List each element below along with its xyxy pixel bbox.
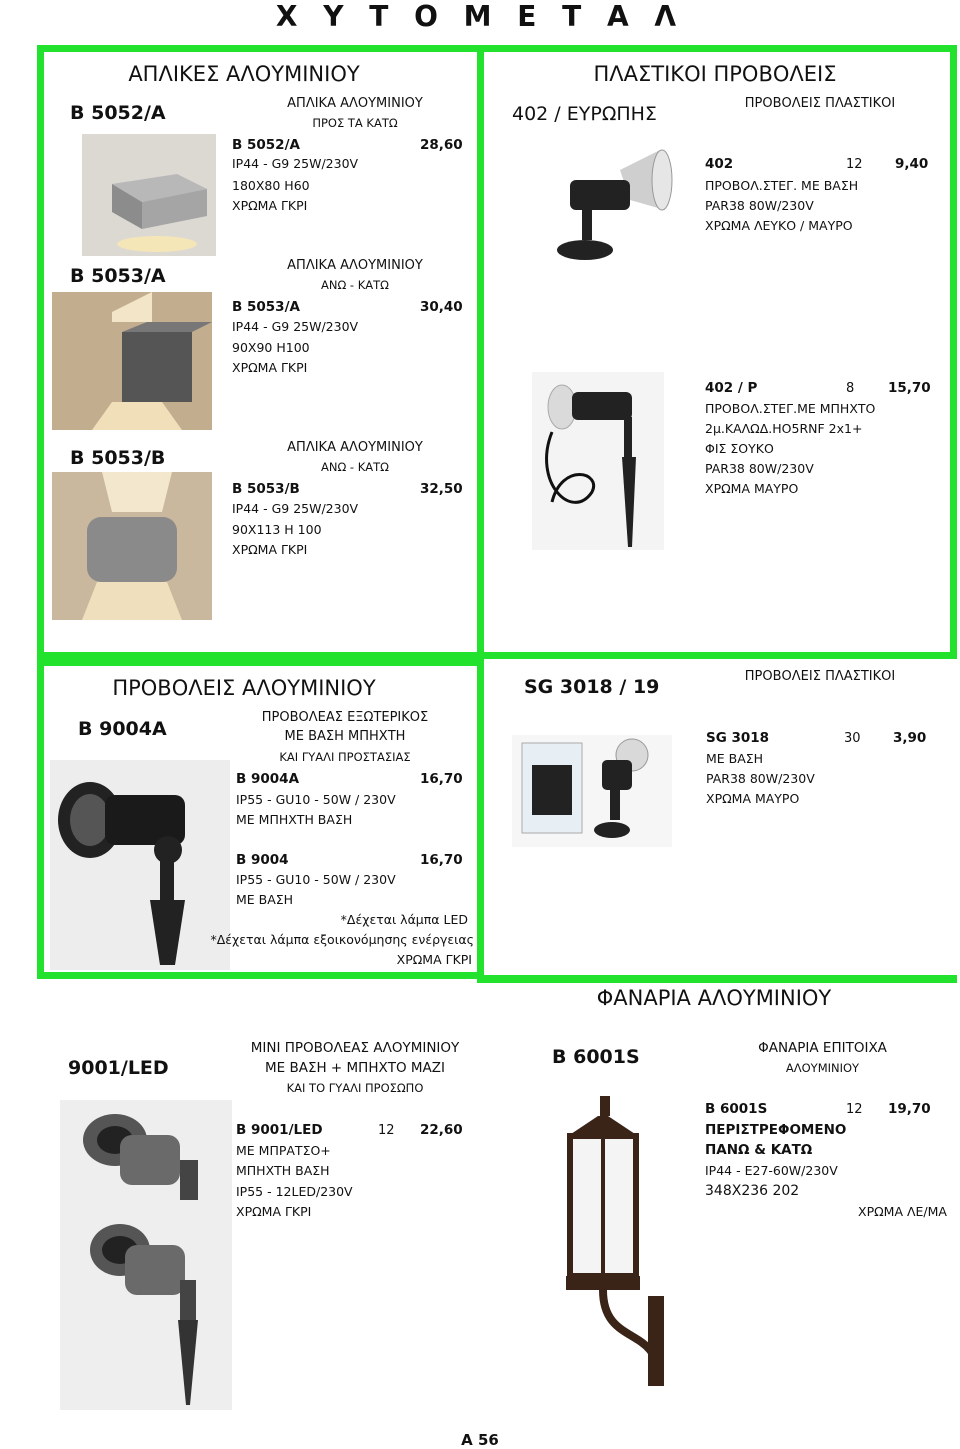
product-spec: PAR38 80W/230V — [705, 461, 814, 476]
product-model: SG 3018 — [706, 730, 770, 746]
product-model: B 5053/B — [232, 481, 300, 497]
product-photo-floodlight — [540, 140, 680, 270]
product-color: ΧΡΩΜΑ ΓΚΡΙ — [236, 1204, 312, 1219]
product-code: B 5053/B — [70, 447, 166, 469]
page-number: A 56 — [461, 1431, 499, 1449]
product-model: B 9004A — [236, 771, 300, 787]
product-price: 22,60 — [420, 1122, 463, 1138]
product-model: 402 — [705, 156, 734, 172]
product-photo-mini-floodlight — [60, 1100, 232, 1410]
product-desc: ΜΕ ΒΑΣΗ ΜΠΗΧΤΗ — [284, 729, 406, 744]
product-color: ΧΡΩΜΑ ΓΚΡΙ — [232, 542, 308, 557]
product-photo-wall-lantern — [548, 1096, 668, 1396]
product-spec: PAR38 80W/230V — [705, 198, 814, 213]
product-desc: ΠΡΟΣ ΤΑ ΚΑΤΩ — [312, 116, 398, 130]
product-desc: ΜΕ ΒΑΣΗ + ΜΠΗΧΤΟ ΜΑΖΙ — [264, 1060, 445, 1076]
section-header-plastic-floodlights: ΠΛΑΣΤΙΚΟΙ ΠΡΟΒΟΛΕΙΣ — [593, 62, 837, 86]
product-dims: 180X80 H60 — [232, 178, 310, 193]
product-desc: ΜΕ ΜΠΡΑΤΣΟ+ — [236, 1143, 331, 1158]
product-dims: 90X113 H 100 — [232, 522, 322, 537]
product-desc: ΚΑΙ ΓΥΑΛΙ ΠΡΟΣΤΑΣΙΑΣ — [279, 750, 411, 764]
product-photo-floodlight-spike — [532, 372, 664, 550]
product-color: ΧΡΩΜΑ ΓΚΡΙ — [232, 198, 308, 213]
product-note: *Δέχεται λάμπα LED — [340, 912, 468, 927]
product-spec: IP55 - GU10 - 50W / 230V — [236, 792, 396, 807]
product-model: B 5053/A — [232, 299, 300, 315]
product-desc: ΠΡΟΒΟΛΕΑΣ ΕΞΩΤΕΡΙΚΟΣ — [261, 710, 429, 725]
product-code: B 5053/A — [70, 265, 166, 287]
product-price: 16,70 — [420, 852, 463, 868]
product-code: 9001/LED — [68, 1057, 169, 1079]
product-code: 402 / ΕΥΡΩΠΗΣ — [512, 103, 657, 125]
product-qty: 8 — [846, 381, 855, 396]
product-spec: IP44 - G9 25W/230V — [232, 501, 359, 516]
product-desc: ΑΠΛΙΚΑ ΑΛΟΥΜΙΝΙΟΥ — [287, 96, 423, 111]
product-price: 30,40 — [420, 299, 463, 315]
page-title: Χ Υ Τ Ο Μ Ε Τ Α Λ — [275, 0, 685, 33]
section-header-aluminium-floodlights: ΠΡΟΒΟΛΕΙΣ ΑΛΟΥΜΙΝΙΟΥ — [112, 676, 376, 700]
product-desc: ΑΠΛΙΚΑ ΑΛΟΥΜΙΝΙΟΥ — [287, 440, 423, 455]
section-header-lanterns: ΦΑΝΑΡΙΑ ΑΛΟΥΜΙΝΙΟΥ — [596, 986, 832, 1010]
product-qty: 30 — [844, 731, 861, 746]
product-code: B 5052/A — [70, 102, 166, 124]
product-dims: 90X90 H100 — [232, 340, 310, 355]
product-code: B 9004A — [78, 718, 167, 740]
product-price: 15,70 — [888, 380, 931, 396]
product-desc: ΜΕ ΜΠΗΧΤΗ ΒΑΣΗ — [236, 812, 353, 827]
product-desc: ΚΑΙ ΤΟ ΓΥΑΛΙ ΠΡΟΣΩΠΟ — [286, 1081, 424, 1095]
product-desc: ΠΑΝΩ & ΚΑΤΩ — [705, 1142, 813, 1158]
product-spec: IP44 - E27-60W/230V — [705, 1163, 838, 1178]
product-photo-wall-light — [52, 292, 212, 430]
product-desc: ΜΠΗΧΤΗ ΒΑΣΗ — [236, 1163, 330, 1178]
product-desc: ΜΙΝΙ ΠΡΟΒΟΛΕΑΣ ΑΛΟΥΜΙΝΙΟΥ — [250, 1040, 460, 1056]
product-desc: ΑΝΩ - ΚΑΤΩ — [321, 460, 389, 474]
product-price: 28,60 — [420, 137, 463, 153]
product-desc: 2μ.ΚΑΛΩΔ.HO5RNF 2x1+ — [705, 421, 863, 436]
product-color: ΧΡΩΜΑ ΓΚΡΙ — [396, 952, 472, 967]
product-desc: ΜΕ ΒΑΣΗ — [706, 751, 764, 766]
product-color: ΧΡΩΜΑ ΛΕ/ΜΑ — [858, 1204, 947, 1219]
product-photo-wall-light — [52, 472, 212, 620]
product-price: 19,70 — [888, 1101, 931, 1117]
product-spec: PAR38 80W/230V — [706, 771, 815, 786]
product-price: 9,40 — [895, 156, 929, 172]
product-desc: ΦΙΣ ΣΟΥΚΟ — [705, 441, 774, 456]
bottom-left-top-border — [37, 659, 484, 666]
section-header-wall-lights: ΑΠΛΙΚΕΣ ΑΛΟΥΜΙΝΙΟΥ — [128, 62, 360, 86]
product-note: *Δέχεται λάμπα εξοικονόμησης ενέργειας — [210, 932, 474, 947]
product-dims: 348X236 202 — [705, 1183, 800, 1199]
product-desc: ΠΡΟΒΟΛΕΙΣ ΠΛΑΣΤΙΚΟΙ — [744, 96, 896, 111]
product-spec: IP44 - G9 25W/230V — [232, 156, 359, 171]
product-photo-wall-light — [82, 134, 216, 256]
product-model: B 9001/LED — [236, 1122, 323, 1138]
product-code: SG 3018 / 19 — [524, 676, 660, 698]
product-model: 402 / P — [705, 380, 758, 396]
product-model: B 5052/A — [232, 137, 300, 153]
product-qty: 12 — [846, 1102, 863, 1117]
product-desc: ΑΝΩ - ΚΑΤΩ — [321, 278, 389, 292]
product-spec: IP44 - G9 25W/230V — [232, 319, 359, 334]
product-spec: IP55 - 12LED/230V — [236, 1184, 353, 1199]
product-spec: IP55 - GU10 - 50W / 230V — [236, 872, 396, 887]
product-color: ΧΡΩΜΑ ΓΚΡΙ — [232, 360, 308, 375]
product-code: B 6001S — [552, 1046, 640, 1068]
product-price: 32,50 — [420, 481, 463, 497]
product-desc: ΦΑΝΑΡΙΑ ΕΠΙΤΟΙΧΑ — [758, 1040, 887, 1056]
product-qty: 12 — [378, 1123, 395, 1138]
product-price: 16,70 — [420, 771, 463, 787]
product-desc: ΠΡΟΒΟΛΕΙΣ ΠΛΑΣΤΙΚΟΙ — [744, 669, 896, 684]
product-color: ΧΡΩΜΑ ΛΕΥΚΟ / ΜΑΥΡΟ — [705, 218, 853, 233]
product-model: B 6001S — [705, 1101, 768, 1117]
product-photo-plastic-floodlight — [512, 735, 672, 847]
product-desc: ΠΡΟΒΟΛ.ΣΤΕΓ. ΜΕ ΒΑΣΗ — [705, 178, 859, 193]
product-model: B 9004 — [236, 852, 289, 868]
product-desc: ΠΡΟΒΟΛ.ΣΤΕΓ.ΜΕ ΜΠΗΧΤΟ — [705, 401, 876, 416]
product-desc: ΜΕ ΒΑΣΗ — [236, 892, 294, 907]
product-color: ΧΡΩΜΑ ΜΑΥΡΟ — [706, 791, 800, 806]
bottom-right-frame — [477, 975, 957, 983]
product-price: 3,90 — [893, 730, 927, 746]
top-divider — [477, 52, 484, 652]
product-color: ΧΡΩΜΑ ΜΑΥΡΟ — [705, 481, 799, 496]
product-photo-aluminium-floodlight — [50, 760, 230, 970]
product-desc: ΠΕΡΙΣΤΡΕΦΟΜΕΝΟ — [705, 1122, 847, 1138]
product-desc: ΑΛΟΥΜΙΝΙΟΥ — [785, 1061, 860, 1075]
product-qty: 12 — [846, 157, 863, 172]
product-desc: ΑΠΛΙΚΑ ΑΛΟΥΜΙΝΙΟΥ — [287, 258, 423, 273]
